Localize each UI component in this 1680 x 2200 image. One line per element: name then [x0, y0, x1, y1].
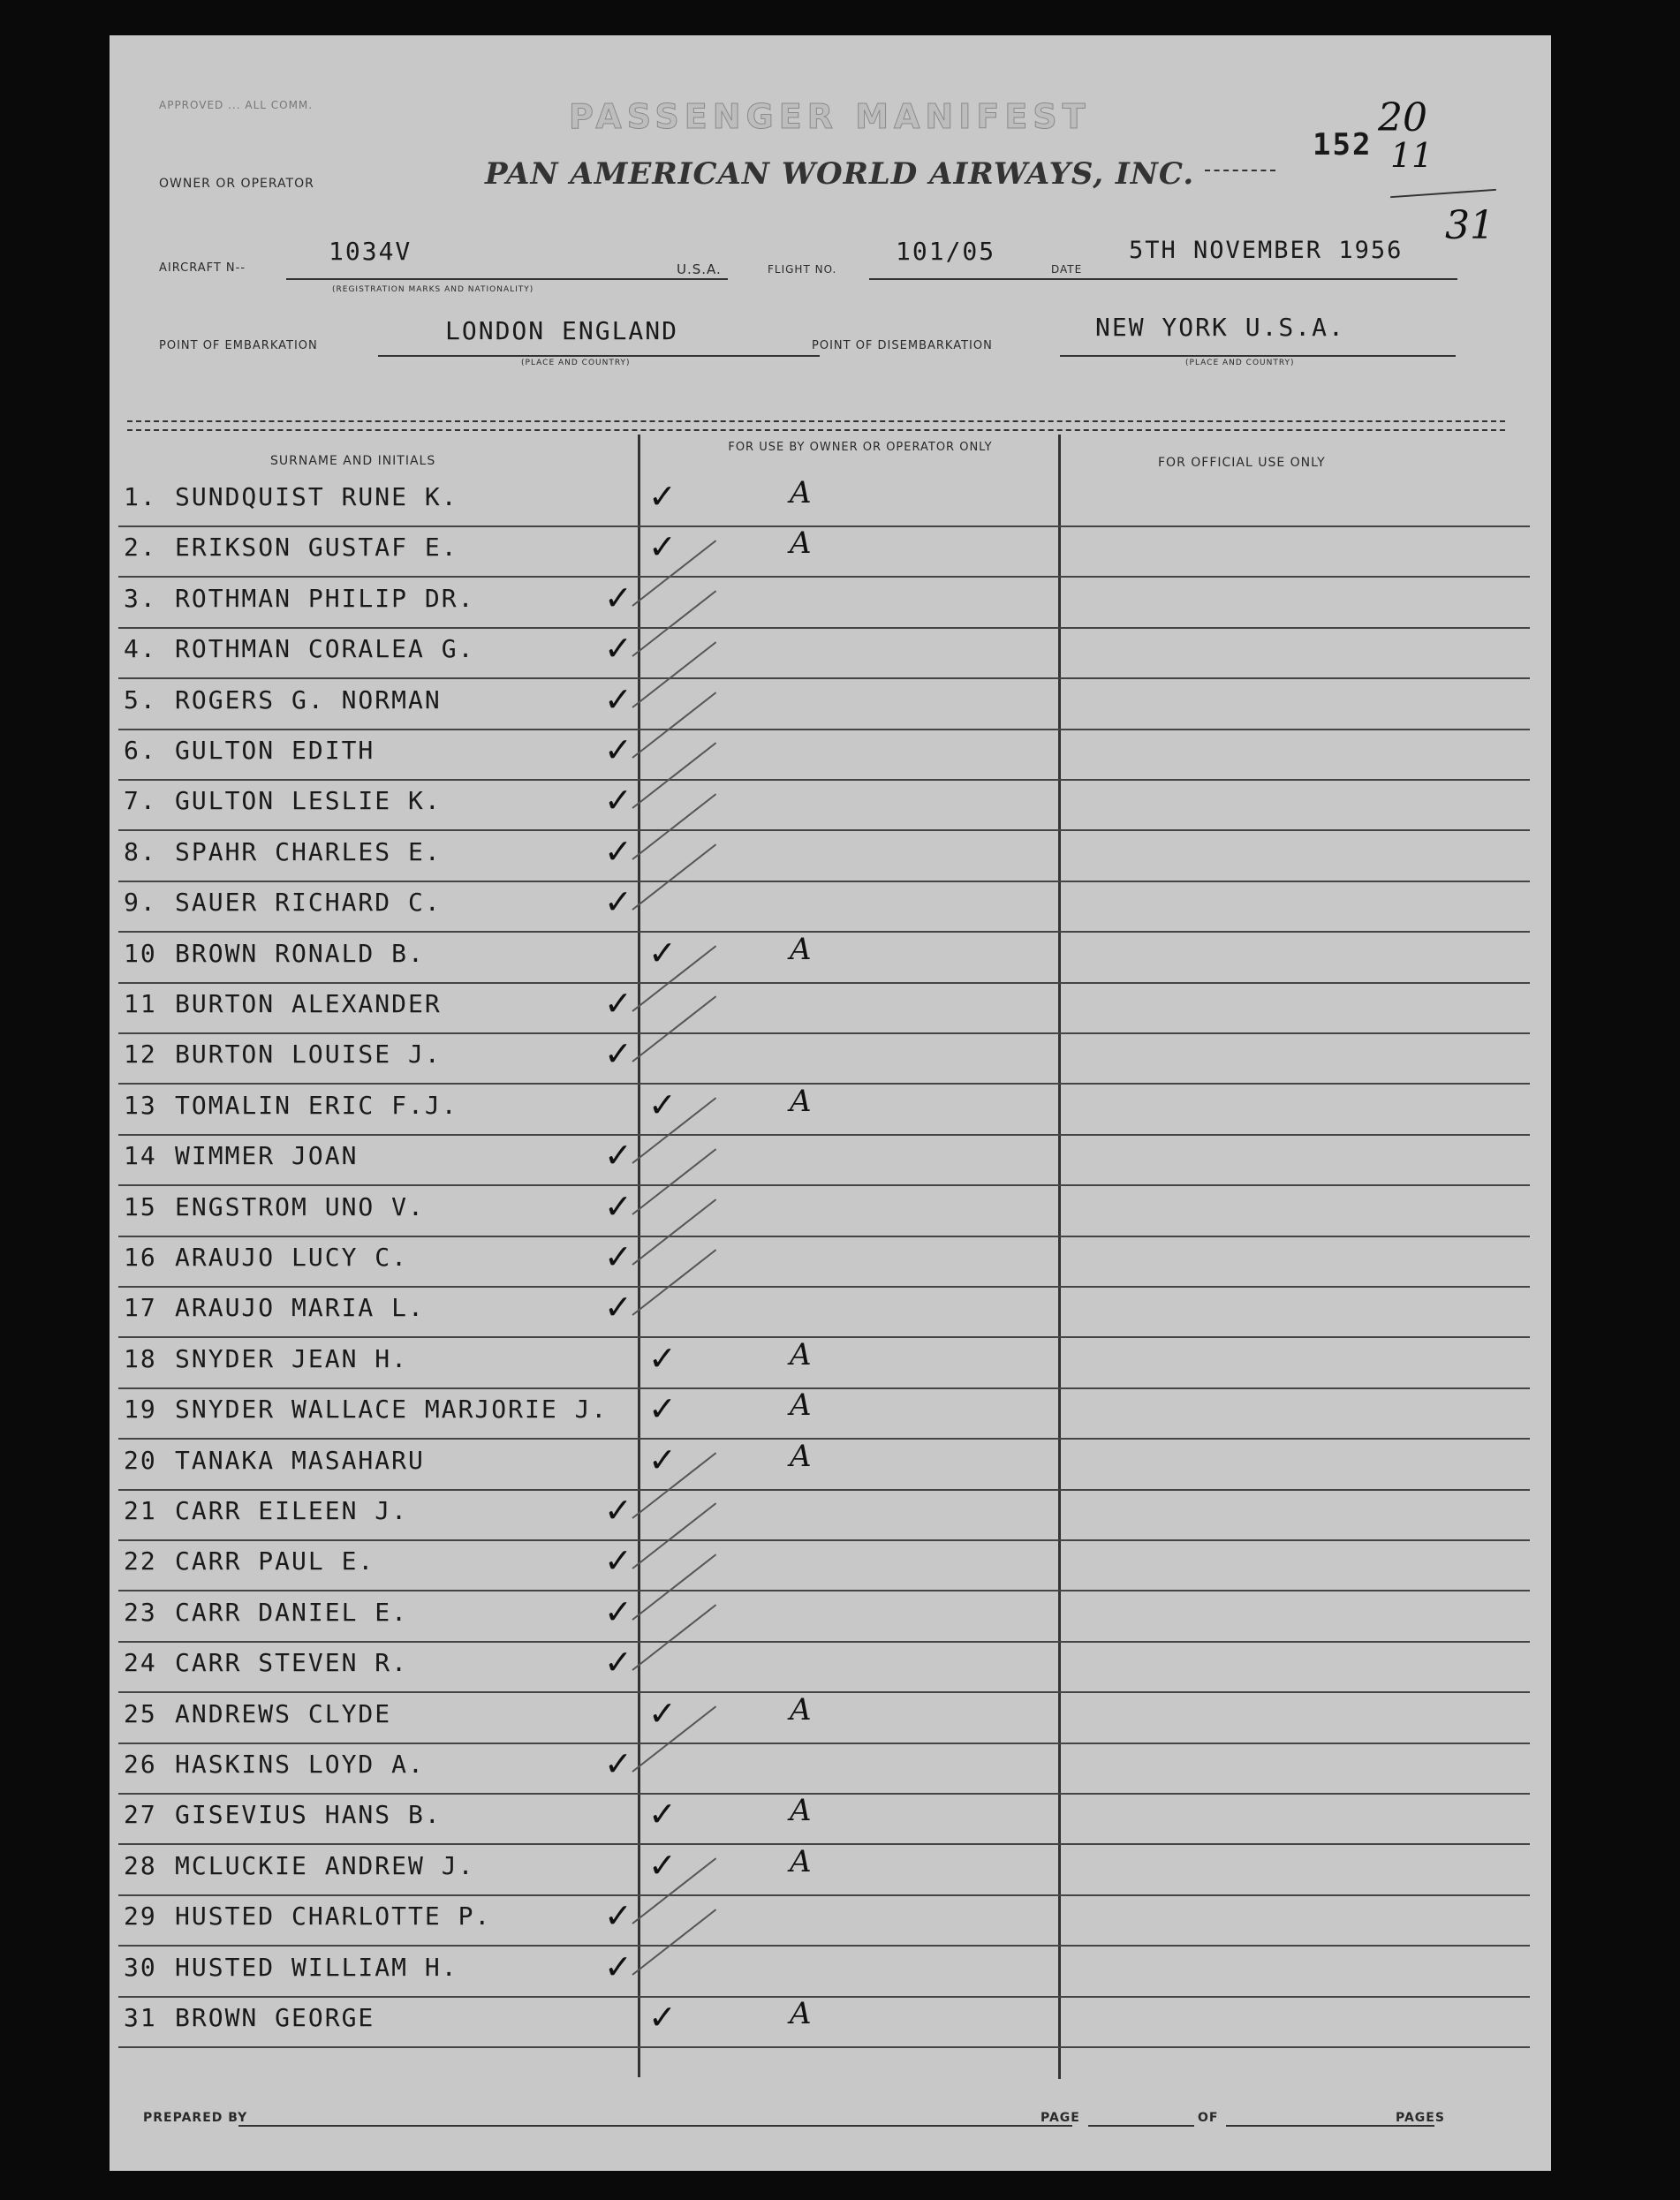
table-row [110, 1643, 1551, 1693]
passenger-name: SNYDER JEAN H. [175, 1343, 409, 1373]
passenger-name: BROWN RONALD B. [175, 938, 425, 968]
check-mark: ✓ [604, 1643, 632, 1682]
passenger-name: SUNDQUIST RUNE K. [175, 482, 458, 511]
row-number: 23 [124, 1597, 157, 1627]
column-header-names: SURNAME AND INITIALS [270, 454, 436, 468]
row-number: 3. [124, 583, 157, 613]
row-number: 18 [124, 1343, 157, 1373]
passenger-name: WIMMER JOAN [175, 1141, 359, 1171]
passenger-name: HASKINS LOYD A. [175, 1750, 425, 1779]
table-row [110, 1592, 1551, 1643]
check-mark: ✓ [648, 1845, 677, 1885]
row-number: 6. [124, 736, 157, 765]
column-header-official: FOR OFFICIAL USE ONLY [1158, 456, 1326, 470]
table-row [110, 882, 1551, 933]
status-mark: A [790, 1438, 812, 1474]
passenger-name: CARR PAUL E. [175, 1546, 375, 1576]
row-number: 16 [124, 1243, 157, 1272]
table-row [110, 1085, 1551, 1136]
passenger-name: ANDREWS CLYDE [175, 1698, 392, 1728]
aircraft-value: 1034V [329, 237, 412, 266]
page-label: PAGE [1041, 2111, 1080, 2125]
table-row [110, 1744, 1551, 1795]
owner-label: OWNER OR OPERATOR [159, 177, 314, 191]
flight-label: FLIGHT NO. [768, 263, 837, 276]
check-mark: ✓ [604, 1186, 632, 1226]
status-mark: A [790, 1843, 812, 1879]
row-number: 8. [124, 836, 157, 866]
status-mark: A [790, 931, 812, 967]
passenger-name: BROWN GEORGE [175, 2003, 375, 2032]
status-mark: A [790, 1083, 812, 1119]
row-number: 28 [124, 1850, 157, 1880]
table-row [110, 832, 1551, 882]
row-number: 31 [124, 2003, 157, 2032]
passenger-name: CARR EILEEN J. [175, 1496, 409, 1525]
usa-label: U.S.A. [677, 261, 722, 277]
table-row [110, 1237, 1551, 1288]
row-number: 1. [124, 482, 157, 511]
check-mark: ✓ [604, 1491, 632, 1530]
passenger-name: ROGERS G. NORMAN [175, 684, 442, 714]
check-mark: ✓ [648, 1440, 677, 1479]
table-row [110, 1998, 1551, 2048]
passenger-name: GULTON EDITH [175, 736, 375, 765]
passenger-name: BURTON LOUISE J. [175, 1040, 442, 1070]
table-row [110, 1440, 1551, 1491]
check-mark: ✓ [604, 1541, 632, 1581]
passenger-name: TOMALIN ERIC F.J. [175, 1090, 458, 1120]
table-row [110, 1034, 1551, 1085]
passenger-name: ERIKSON GUSTAF E. [175, 533, 458, 563]
column-header-owner: FOR USE BY OWNER OR OPERATOR ONLY [728, 441, 993, 454]
check-mark: ✓ [604, 679, 632, 719]
table-row [110, 477, 1551, 527]
check-mark: ✓ [648, 477, 677, 516]
row-number: 4. [124, 634, 157, 664]
form-title: PASSENGER MANIFEST [569, 97, 1091, 136]
passenger-name: CARR STEVEN R. [175, 1648, 409, 1678]
row-number: 13 [124, 1090, 157, 1120]
check-mark: ✓ [648, 1389, 677, 1429]
passenger-name: SAUER RICHARD C. [175, 888, 442, 918]
status-mark: A [790, 1691, 812, 1727]
passenger-name: ENGSTROM UNO V. [175, 1191, 425, 1221]
embark-value: LONDON ENGLAND [445, 316, 679, 345]
embark-label: POINT OF EMBARKATION [159, 339, 318, 352]
registration-caption: (REGISTRATION MARKS AND NATIONALITY) [332, 285, 534, 294]
passenger-name: ROTHMAN CORALEA G. [175, 634, 475, 664]
row-number: 24 [124, 1648, 157, 1678]
table-row [110, 781, 1551, 831]
hand-note-top: 20 [1378, 95, 1427, 140]
check-mark: ✓ [648, 527, 677, 567]
row-number: 10 [124, 938, 157, 968]
table-row [110, 1795, 1551, 1845]
row-number: 29 [124, 1901, 157, 1932]
passenger-name: HUSTED WILLIAM H. [175, 1952, 458, 1982]
status-mark: A [790, 1793, 812, 1829]
row-number: 20 [124, 1445, 157, 1475]
of-label: OF [1198, 2111, 1219, 2125]
passenger-name: ARAUJO MARIA L. [175, 1293, 425, 1323]
check-mark: ✓ [604, 629, 632, 669]
check-mark: ✓ [604, 1034, 632, 1074]
check-mark: ✓ [648, 1795, 677, 1834]
pages-label: PAGES [1396, 2111, 1445, 2125]
row-number: 5. [124, 684, 157, 714]
passenger-name: MCLUCKIE ANDREW J. [175, 1850, 475, 1880]
passenger-name: TANAKA MASAHARU [175, 1445, 425, 1475]
check-mark: ✓ [648, 933, 677, 972]
row-number: 2. [124, 533, 157, 563]
status-mark: A [790, 475, 812, 510]
passenger-name: ROTHMAN PHILIP DR. [175, 583, 475, 613]
check-mark: ✓ [604, 781, 632, 820]
row-number: 7. [124, 786, 157, 816]
table-row [110, 1896, 1551, 1947]
table-row [110, 1187, 1551, 1237]
row-number: 22 [124, 1546, 157, 1576]
place-caption-disembark: (PLACE AND COUNTRY) [1185, 359, 1295, 367]
row-number: 14 [124, 1141, 157, 1171]
status-mark: A [790, 1387, 812, 1424]
hand-note-bottom: 31 [1445, 203, 1495, 248]
table-row [110, 1336, 1551, 1389]
check-mark: ✓ [604, 1896, 632, 1936]
check-mark: ✓ [604, 984, 632, 1023]
check-mark: ✓ [604, 1237, 632, 1276]
check-mark: ✓ [648, 1693, 677, 1733]
row-number: 17 [124, 1293, 157, 1323]
row-number: 26 [124, 1750, 157, 1779]
row-number: 30 [124, 1952, 157, 1982]
passenger-name: HUSTED CHARLOTTE P. [175, 1901, 492, 1932]
disembark-label: POINT OF DISEMBARKATION [812, 339, 993, 352]
page-number: 152 [1313, 127, 1373, 163]
table-row [110, 680, 1551, 730]
disembark-value: NEW YORK U.S.A. [1095, 313, 1345, 342]
table-row [110, 1491, 1551, 1541]
table-row [110, 1843, 1551, 1896]
check-mark: ✓ [604, 1288, 632, 1327]
passenger-name: CARR DANIEL E. [175, 1597, 409, 1627]
manifest-sheet [110, 35, 1551, 2171]
check-mark: ✓ [648, 1998, 677, 2037]
table-row [110, 1136, 1551, 1186]
status-mark: A [790, 525, 812, 562]
table-row [110, 730, 1551, 781]
row-number: 19 [124, 1395, 157, 1425]
check-mark: ✓ [604, 1591, 632, 1631]
table-row [110, 1541, 1551, 1591]
row-number: 11 [124, 989, 157, 1018]
place-caption-embark: (PLACE AND COUNTRY) [521, 359, 631, 367]
table-row [110, 1389, 1551, 1440]
check-mark: ✓ [604, 831, 632, 871]
passenger-name: BURTON ALEXANDER [175, 989, 442, 1018]
status-mark: A [790, 1996, 812, 2031]
check-mark: ✓ [648, 1338, 677, 1378]
check-mark: ✓ [604, 578, 632, 617]
passenger-name: SPAHR CHARLES E. [175, 836, 442, 866]
row-number: 27 [124, 1800, 157, 1830]
passenger-name: GISEVIUS HANS B. [175, 1800, 442, 1830]
flight-value: 101/05 [896, 237, 996, 266]
row-number: 9. [124, 888, 157, 918]
row-number: 25 [124, 1698, 157, 1728]
hand-note-mid: 11 [1390, 136, 1434, 175]
row-number: 21 [124, 1496, 157, 1525]
owner-value: PAN AMERICAN WORLD AIRWAYS, INC. [485, 156, 1195, 192]
table-row [110, 1288, 1551, 1338]
table-row [110, 629, 1551, 679]
approval-stamp: APPROVED ... ALL COMM. [159, 99, 314, 111]
check-mark: ✓ [604, 1136, 632, 1176]
status-mark: A [790, 1336, 812, 1372]
table-row [110, 984, 1551, 1034]
table-row [110, 931, 1551, 984]
check-mark: ✓ [604, 1744, 632, 1783]
row-rule [118, 2046, 1530, 2048]
row-number: 15 [124, 1191, 157, 1221]
table-row [110, 1947, 1551, 1998]
check-mark: ✓ [604, 882, 632, 922]
date-label: DATE [1051, 263, 1083, 276]
check-mark: ✓ [604, 1947, 632, 1986]
aircraft-label: AIRCRAFT N-- [159, 261, 246, 275]
date-value: 5TH NOVEMBER 1956 [1129, 237, 1404, 264]
check-mark: ✓ [604, 730, 632, 769]
row-number: 12 [124, 1040, 157, 1070]
table-row [110, 578, 1551, 629]
passenger-name: ARAUJO LUCY C. [175, 1243, 409, 1272]
table-row [110, 1691, 1551, 1744]
passenger-name: SNYDER WALLACE MARJORIE J. [175, 1395, 609, 1425]
check-mark: ✓ [648, 1085, 677, 1124]
prepared-label: PREPARED BY [143, 2111, 248, 2125]
passenger-name: GULTON LESLIE K. [175, 786, 442, 816]
table-row [110, 527, 1551, 578]
